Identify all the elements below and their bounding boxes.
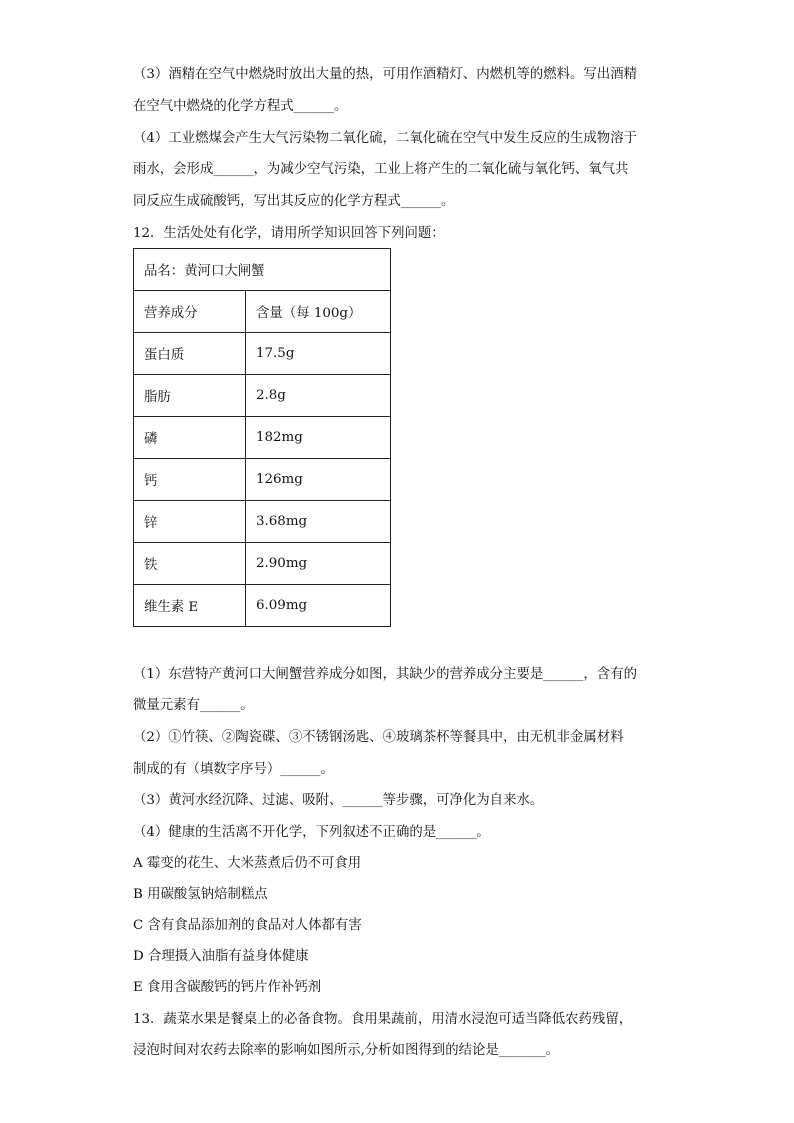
header-nutrient: 营养成分 [134,291,246,333]
header-content: 含量（每 100g） [246,291,391,333]
q12-part1-line2: 微量元素有______。 [133,698,254,713]
q11-part4-line1: （4）工业燃煤会产生大气污染物二氧化硫，二氧化硫在空气中发生反应的生成物溶于 [133,131,637,146]
table-row [134,375,391,417]
table-row [134,543,391,585]
q11-part4-line2: 雨水，会形成______，为减少空气污染，工业上将产生的二氧化硫与氧化钙、氧气共 [133,162,629,177]
nutrient-value: 2.90mg [246,543,391,585]
q11-part3-line2: 在空气中燃烧的化学方程式______。 [133,99,348,114]
nutrition-table [133,248,391,627]
nutrient-value: 2.8g [246,375,391,417]
option-a: A 霉变的花生、大米蒸煮后仍不可食用 [133,856,362,871]
q12-part4: （4）健康的生活离不开化学，下列叙述不正确的是______。 [133,825,490,840]
product-name-cell: 品名：黄河口大闸蟹 [134,249,391,291]
nutrient-name: 钙 [134,459,246,501]
nutrient-value: 17.5g [246,333,391,375]
nutrient-name: 蛋白质 [134,333,246,375]
nutrient-value: 126mg [246,459,391,501]
q12-part3: （3）黄河水经沉降、过滤、吸附、______等步骤，可净化为自来水。 [133,793,544,808]
option-d: D 合理摄入油脂有益身体健康 [133,949,309,964]
table-row [134,417,391,459]
q13-line1: 13．蔬菜水果是餐桌上的必备食物。食用果蔬前，用清水浸泡可适当降低农药残留， [133,1012,633,1027]
nutrient-value: 3.68mg [246,501,391,543]
q12-part2-line1: （2）①竹筷、②陶瓷碟、③不锈钢汤匙、④玻璃茶杯等餐具中，由无机非金属材料 [133,730,624,745]
q13-line2: 浸泡时间对农药去除率的影响如图所示,分析如图得到的结论是_______。 [133,1043,560,1058]
q12-stem: 12．生活处处有化学，请用所学知识回答下列问题： [133,226,445,241]
q12-part1-line1: （1）东营特产黄河口大闸蟹营养成分如图，其缺少的营养成分主要是______，含有的 [133,667,637,682]
nutrient-name: 维生素 E [134,585,246,627]
table-header-row [134,291,391,333]
q12-part2-line2: 制成的有（填数字序号）______。 [133,762,334,777]
table-row [134,501,391,543]
table-row [134,585,391,627]
nutrient-name: 脂肪 [134,375,246,417]
option-b: B 用碳酸氢钠焙制糕点 [133,887,268,902]
nutrient-name: 磷 [134,417,246,459]
table-row [134,459,391,501]
nutrient-name: 铁 [134,543,246,585]
nutrient-value: 182mg [246,417,391,459]
q11-part4-line3: 同反应生成硫酸钙，写出其反应的化学方程式______。 [133,194,455,209]
nutrient-value: 6.09mg [246,585,391,627]
nutrient-name: 锌 [134,501,246,543]
table-row [134,249,391,291]
table-row [134,333,391,375]
q11-part3-line1: （3）酒精在空气中燃烧时放出大量的热，可用作酒精灯、内燃机等的燃料。写出酒精 [133,67,637,82]
option-e: E 食用含碳酸钙的钙片作补钙剂 [133,980,322,995]
option-c: C 含有食品添加剂的食品对人体都有害 [133,918,362,933]
